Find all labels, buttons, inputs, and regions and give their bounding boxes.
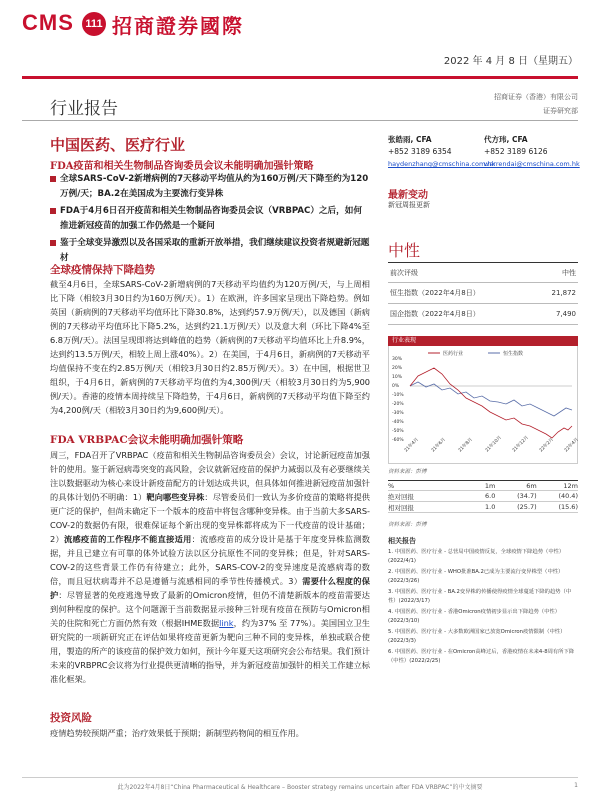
index-table [388, 262, 578, 325]
table-row: 恒生指数（2022年4月8日） 21,872 [388, 283, 578, 304]
list-item: 2. 中国医药、医疗行业 - WHO批准BA.2已成为主要流行变异株型（中性）(2022/3/26) [388, 569, 564, 584]
analyst-phone: +852 3189 6354 [388, 147, 452, 156]
svg-text:21年4月: 21年4月 [403, 437, 420, 454]
section-body-risk: 疫情趋势较预期严重；治疗效果低于预期；新制型药物间的相互作用。 [50, 728, 304, 738]
section-title-epidemic: 全球疫情保持下降趋势 [50, 264, 155, 276]
analyst-name: 张皓雨, CFA [388, 135, 432, 144]
related-list [388, 548, 578, 668]
analyst-2 [484, 134, 580, 170]
page-number: 1 [574, 782, 578, 789]
svg-text:21年12月: 21年12月 [511, 435, 530, 454]
section-body-epidemic: 截至4月6日，全球SARS-CoV-2新增病例的7天移动平均值约为120万例/天，与上周相比下降（相较3月30日约为160万例/天）。1）在欧洲，许多国家呈现出下降趋势。例如英国（新病例的7天移动平均值环比下降30.8%，达到约57.9万例/天），以及德国（新病例的7天移动平均值环比下降5.2%，达到约21.1万例/天）以及意大利（环比下降4%至6.8万例/天）。法国呈现即将达到峰值的趋势（新病例的7天移动平均值环比上升8.9%，达到约13.5万例/天，相较上周上涨40%）。2）在美国，于4月6日，新病例的7天移动平均值保持不变在约2.85万例/天（相较3月30日约2.85万例/天）。3）在中国，根据世卫组织，于4月6日，新病例的7天移动平均值约为4,300例/天（相较3月30日约为5,900例/天）。香港的疫情本周持续呈下降趋势，于4月6日，新病例的7天移动平均值下降至约为4,200例/天（相较3月30日约为9,600例/天）。 [50, 279, 370, 415]
svg-text:22年4月: 22年4月 [563, 437, 580, 454]
related-title: 相关报告 [388, 537, 416, 545]
svg-text:20%: 20% [392, 366, 403, 371]
analyst-email[interactable]: haydenzhang@cmschina.com.hk [388, 160, 496, 168]
footer-text: 此为2022年4月8日“China Pharmaceutical & Healthcare – Booster strategy remains uncertain after FDA VRBPAC”的中文摘要 [117, 784, 483, 791]
company-name: 招商证券（香港）有限公司 [494, 93, 578, 101]
svg-text:-50%: -50% [392, 429, 404, 434]
legend-label: 恒生指数 [503, 351, 524, 357]
header-divider [22, 76, 578, 79]
list-item: 1. 中国医药、医疗行业 - 总营局中国疫情反复，全球疫情下降趋势（中性）(2022/4/1) [388, 549, 565, 564]
svg-text:22年2月: 22年2月 [538, 437, 555, 454]
report-date: 2022 年 4 月 8 日（星期五） [443, 56, 578, 67]
svg-text:-60%: -60% [392, 438, 404, 443]
list-item: 4. 中国医药、医疗行业 - 香港Omicron疫情初步显示出下降趋势（中性）(2022/3/10) [388, 609, 561, 624]
table-row: 前次评级 中性 [388, 262, 578, 283]
latest-change-title: 最新变动 [388, 190, 428, 201]
table-row: 国企指数（2022年4月8日） 7,490 [388, 304, 578, 325]
svg-text:-30%: -30% [392, 411, 404, 416]
svg-text:10%: 10% [392, 375, 403, 380]
section-title-vrbpac: FDA VRBPAC会议未能明确加强针策略 [50, 434, 244, 446]
y-axis-ticks [392, 356, 404, 443]
company-info [494, 90, 578, 118]
ihme-link[interactable]: link [219, 618, 234, 628]
table-row: % 1m 6m 12m [388, 481, 578, 490]
svg-text:21年10月: 21年10月 [484, 435, 503, 454]
chart-source: 资料来源：彭博 [388, 469, 427, 475]
rating: 中性 [388, 241, 421, 260]
key-points [50, 172, 370, 268]
list-item: 3. 中国医药、医疗行业 - BA.2变异株的传播使得疫情全球蔓延下降的趋势（中性）(2022/3/17) [388, 589, 572, 604]
perf-source: 资料来源：彭博 [388, 522, 427, 528]
logo-mark: 111 [82, 12, 106, 36]
key-point: 鉴于全球变异激烈以及各国采取的重新开放举措，我们继续建议投资者规避新冠题材 [50, 236, 370, 266]
performance-table [388, 480, 578, 513]
latest-change-sub: 新冠周报更新 [388, 201, 430, 209]
svg-text:21年6月: 21年6月 [430, 437, 447, 454]
svg-text:0%: 0% [392, 384, 400, 389]
svg-text:30%: 30% [392, 357, 403, 362]
list-item: 5. 中国医药、医疗行业 - 大多数欧洲国家已放宽Omicron疫情限制（中性）(2022/3/3) [388, 629, 566, 644]
table-row: 绝对回报 6.0 (34.7) (40.4) [388, 492, 578, 501]
key-point: FDA于4月6日召开疫苗和相关生物制品咨询委员会议（VRBPAC）之后，如何推进新冠疫苗的加强工作仍然是一个疑问 [50, 204, 370, 234]
logo-chinese: 招商證券國際 [112, 14, 244, 38]
report-subtitle: FDA疫苗和相关生物制品咨询委员会议未能明确加强针策略 [50, 161, 314, 172]
svg-text:21年8月: 21年8月 [457, 437, 474, 454]
svg-text:-40%: -40% [392, 420, 404, 425]
sector-title: 中国医药、医疗行业 [50, 136, 186, 154]
series-index [410, 382, 572, 416]
analyst-1 [388, 134, 495, 170]
list-item: 6. 中国医药、医疗行业 - 在Omicron高峰过后，香港疫情在未来4-8周有所下降（中性）(2022/2/25) [388, 649, 575, 664]
company-dept: 证券研究部 [543, 107, 578, 115]
legend-label: 医药行业 [443, 351, 464, 357]
analyst-phone: +852 3189 6126 [484, 147, 548, 156]
analyst-email[interactable]: warrendai@cmschina.com.hk [484, 160, 580, 168]
svg-text:-20%: -20% [392, 402, 404, 407]
performance-chart-svg [388, 346, 578, 464]
svg-text:-10%: -10% [392, 393, 404, 398]
logo-text: CMS [22, 10, 74, 35]
section-body-vrbpac: 周三，FDA召开了VRBPAC（疫苗和相关生物制品咨询委员会）会议，讨论新冠疫苗加强针的使用。鉴于新冠病毒突变的高风险，会议就新冠疫苗的保护力减弱以及有必要继续关注以数据驱动为核心来设计新疫苗配方的计划达成共识，但具体如何推进新冠疫苗加强针的具体计划仍不明确：1）靶向哪些变异株：尽管委员们一致认为多价疫苗的策略将提供更广泛的保护，但尚未确定下一个版本的疫苗中将包含哪种变异株。由于当前大多SARS-COV-2的数据仍有限，很难保证每个新出现的变异株都将成为下一代疫苗的设计基础；2）流感疫苗的工作程序不能直接适用：流感疫苗的成分设计是基于年度变异株监测数据，并且已建立有可靠的体外试验方法以区分抗原性不同的变异株；但是，针对SARS-COV-2的这些背景工作仍有待建立；此外，SARS-COV-2的变异速度是流感病毒的数倍，而且冠状病毒并不总是遵循与流感相同的季节性传播模式。3）需要什么程度的保护：尽管显著的免疫逃逸导致了最新的Omicron疫情，但仍不清楚新版本的疫苗需要达到何种程度的保护。这个问题源于当前数据显示接种三针现有疫苗在预防与Omicron相关的住院和死亡方面仍然有效（根据IHME数据link，约为37% 至 77%）。美国国立卫生研究院的一项新研究正在评估如果将疫苗更新为靶向三种不同的变异株，单独或联合使用，製造的所产的该疫苗的保护效力如何，预计今年夏天这项研究会公布结果。我们预计未来的VRBPRC会议将为行业提供更清晰的指导，并为新冠疫苗加强针的相关工作建立标准化框架。 [50, 450, 370, 684]
chart-header: 行业表现 [388, 336, 578, 346]
series-sector [410, 368, 572, 438]
table-row: 相对回报 1.0 (25.7) (15.6) [388, 503, 578, 512]
footer-divider [22, 777, 578, 778]
section-divider [22, 120, 578, 121]
key-point: 全球SARS-CoV-2新增病例的7天移动平均值从约为160万例/天下降至约为120万例/天；BA.2在美国成为主要流行变异株 [50, 172, 370, 202]
section-title-risk: 投资风险 [50, 712, 92, 724]
report-type: 行业报告 [50, 99, 118, 119]
analyst-name: 代方玮, CFA [484, 135, 528, 144]
